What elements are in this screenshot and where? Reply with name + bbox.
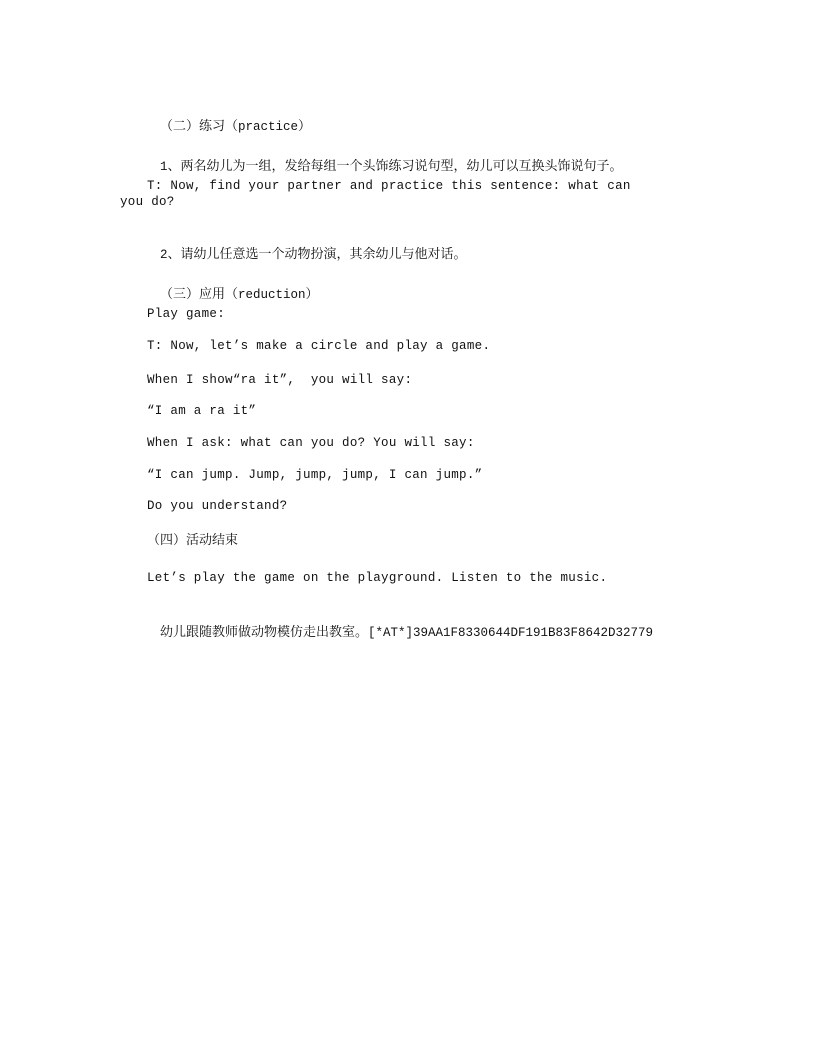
list-text: 、两名幼儿为一组，发给每组一个头饰练习说句型，幼儿可以互换头饰说句子。 bbox=[167, 159, 623, 174]
list-number: 2 bbox=[160, 248, 168, 262]
teacher-line-circle: T: Now, let’s make a circle and play a game. bbox=[147, 339, 491, 353]
heading-prefix: （三）应用（ bbox=[160, 287, 239, 302]
list-number: 1 bbox=[160, 160, 168, 174]
when-show-line: When I show“ra it”, you will say: bbox=[147, 373, 413, 387]
lets-play-line: Let’s play the game on the playground. Listen to the music. bbox=[147, 571, 608, 585]
play-game-line: Play game: bbox=[147, 307, 226, 321]
heading-suffix: ） bbox=[298, 119, 312, 134]
i-can-line: “I can jump. Jump, jump, jump, I can jump.” bbox=[147, 468, 483, 482]
list-text: 、请幼儿任意选一个动物扮演，其余幼儿与他对话。 bbox=[167, 247, 467, 262]
teacher-line-partner: T: Now, find your partner and practice this sentence: what can bbox=[147, 179, 631, 193]
when-ask-line: When I ask: what can you do? You will say: bbox=[147, 436, 475, 450]
document-code: [*AT*]39AA1F8330644DF191B83F8642D32779 bbox=[368, 626, 654, 640]
understand-line: Do you understand? bbox=[147, 499, 288, 513]
closing-text: 幼儿跟随教师做动物模仿走出教室。 bbox=[160, 625, 369, 640]
heading-suffix: ） bbox=[305, 287, 319, 302]
closing-line bbox=[147, 608, 653, 657]
heading-english: practice bbox=[238, 120, 299, 134]
i-am-line: “I am a ra it” bbox=[147, 404, 257, 418]
heading-english: reduction bbox=[238, 288, 306, 302]
teacher-line-partner-cont: you do? bbox=[120, 195, 175, 209]
section-heading-end: （四）活动结束 bbox=[147, 533, 239, 548]
heading-prefix: （二）练习（ bbox=[160, 119, 239, 134]
